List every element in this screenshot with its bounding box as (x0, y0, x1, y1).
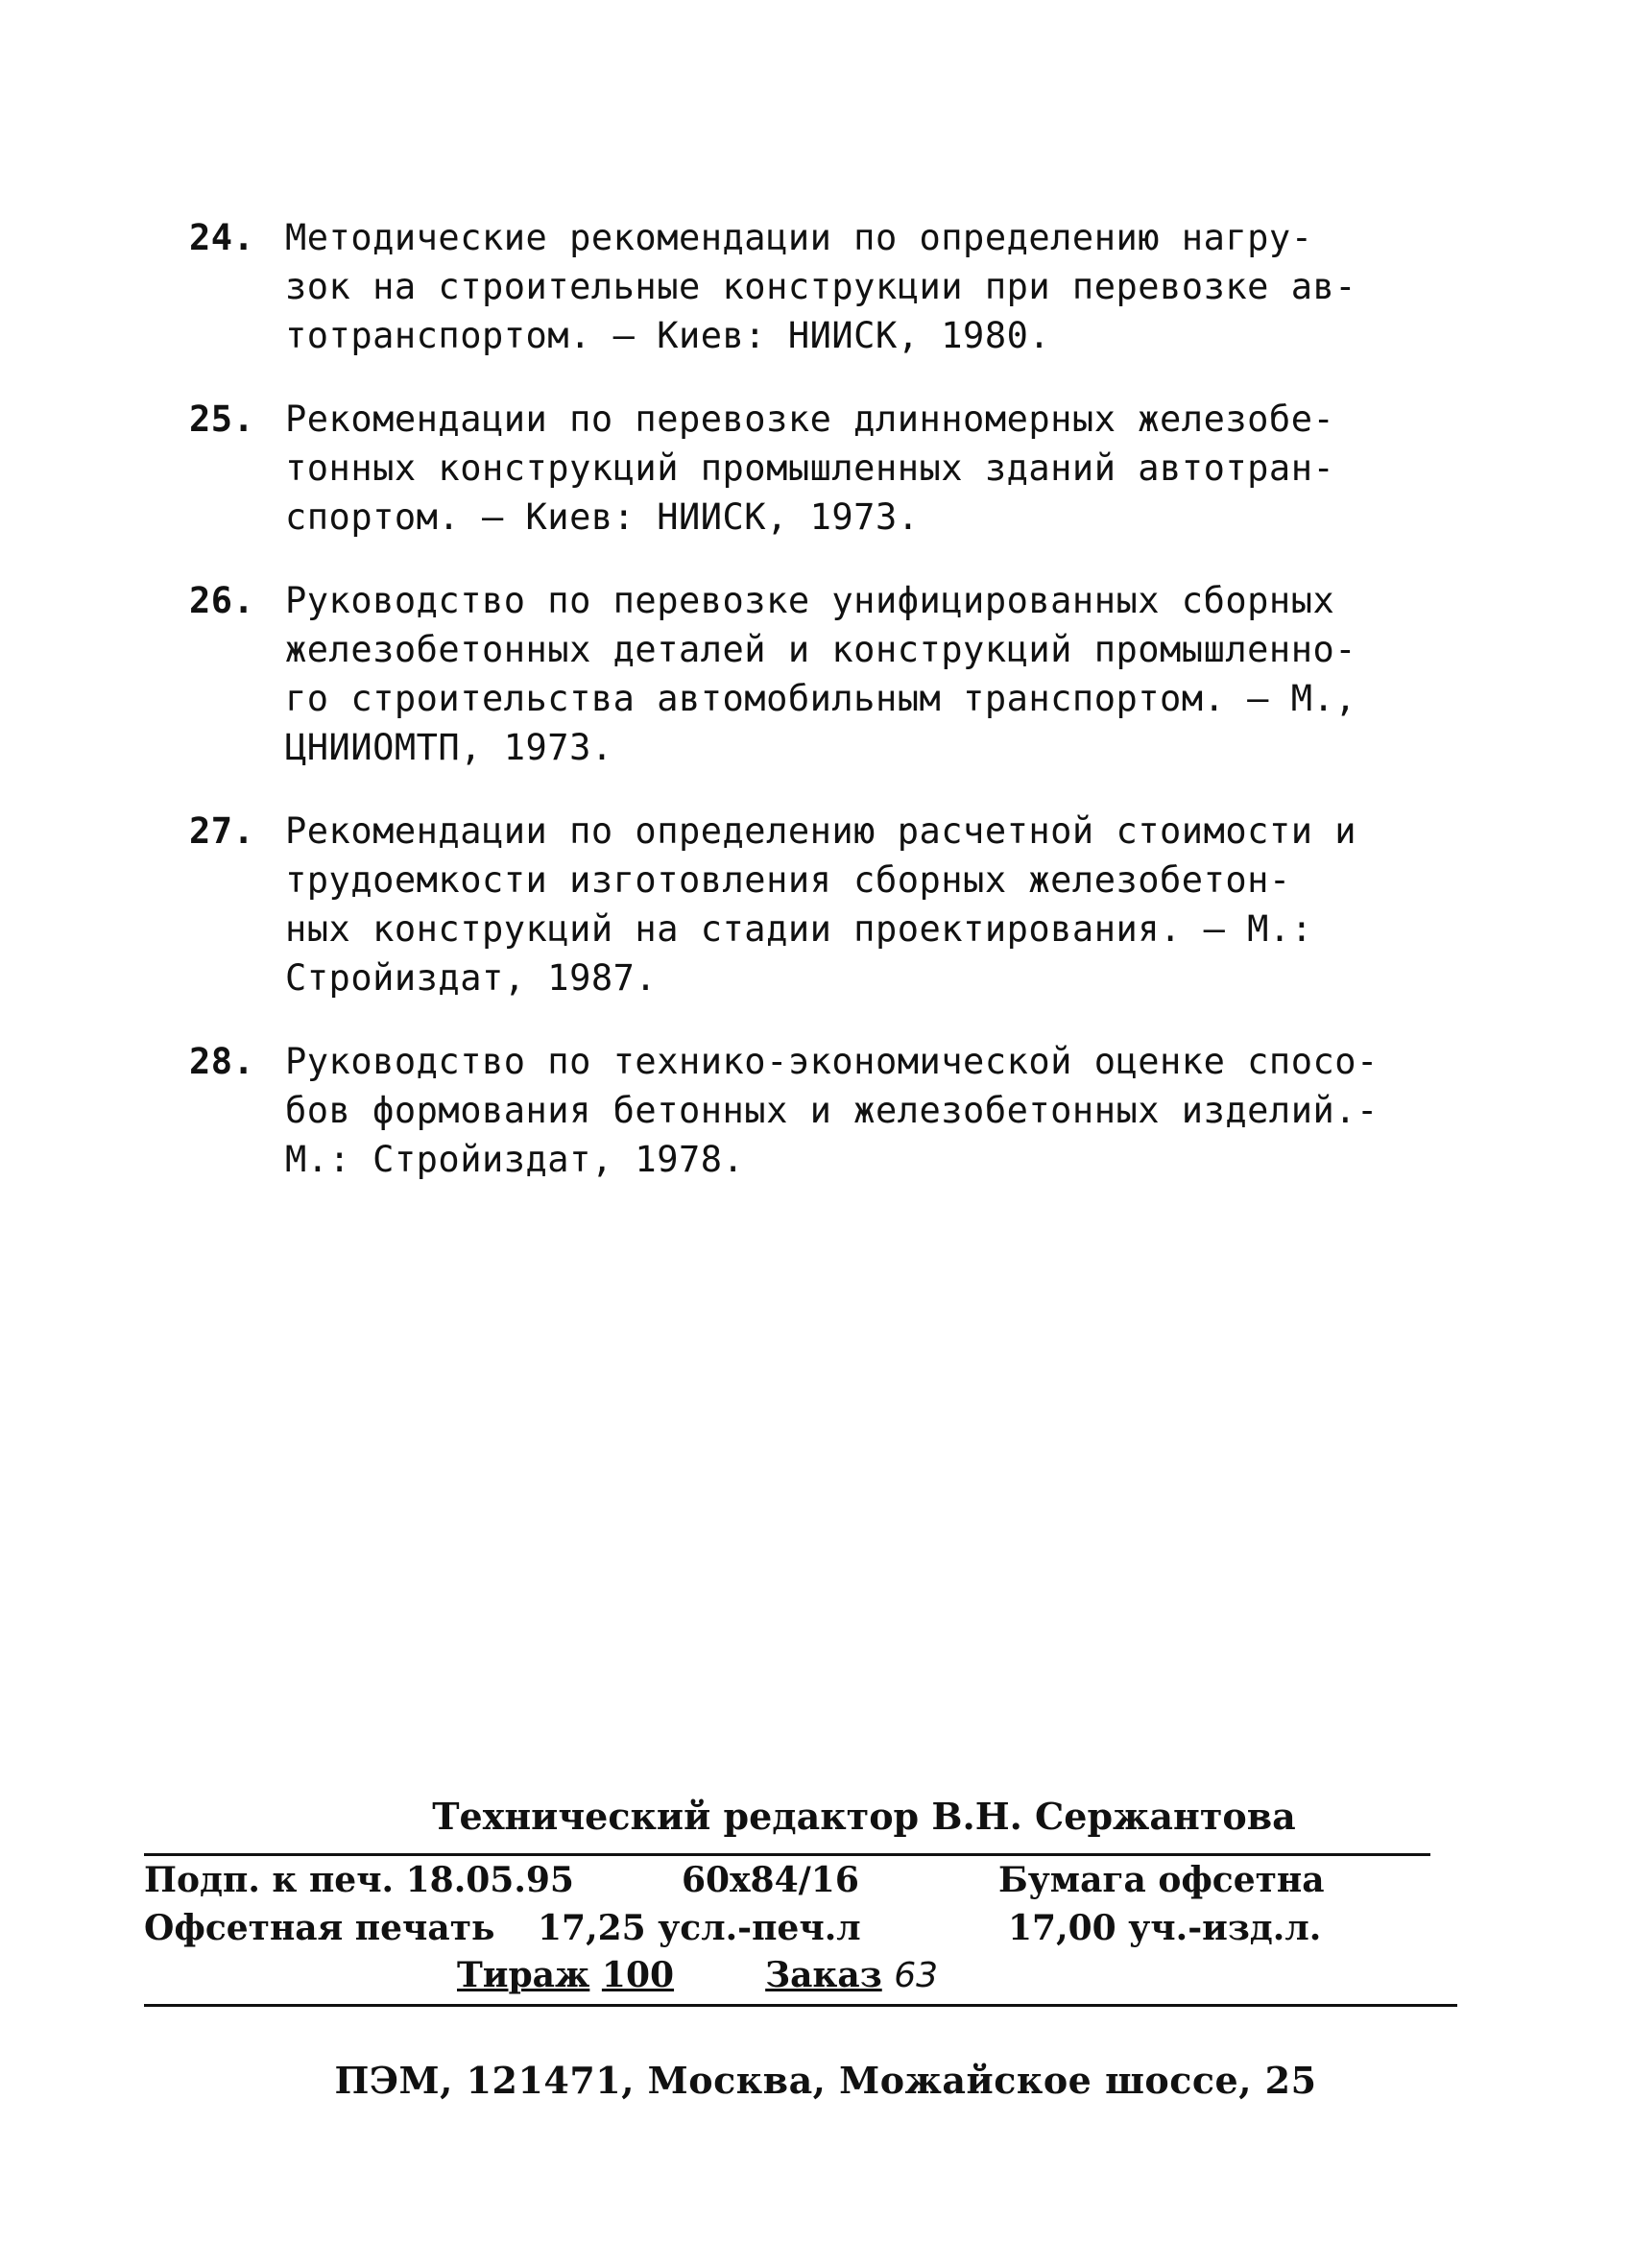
print-run-value: 100 (601, 1955, 675, 1995)
divider-bottom (144, 2004, 1457, 2007)
order-label: Заказ (765, 1955, 882, 1995)
reference-item (189, 213, 1495, 360)
paper-type: Бумага офсетна (998, 1860, 1325, 1900)
page-format: 60x84/16 (682, 1860, 859, 1900)
reference-item (189, 576, 1495, 772)
signed-to-print: Подп. к печ. 18.05.95 (144, 1860, 574, 1900)
reference-item (189, 807, 1495, 1002)
reference-list (189, 213, 1495, 1218)
reference-number: 28. (189, 1041, 255, 1082)
imprint-row-1 (144, 1856, 1469, 1904)
technical-editor: Технический редактор В.Н. Сержантова (432, 1795, 1296, 1838)
order-value: 63 (894, 1956, 939, 1995)
reference-number: 27. (189, 810, 255, 852)
printed-sheets: 17,25 усл.-печ.л (538, 1908, 861, 1948)
reference-text: Руководство по технико-экономической оценке спосо- бов формования бетонных и железобетонных изделий.- М.: Стройиздат, 1978. (285, 1041, 1379, 1180)
reference-text: Методические рекомендации по определению нагру- зок на строительные конструкции при перевозке ав- тотранспортом. – Киев: НИИСК, 1980. (285, 217, 1357, 356)
print-method: Офсетная печать (144, 1908, 495, 1948)
reference-number: 25. (189, 398, 255, 440)
reference-text: Рекомендации по определению расчетной стоимости и трудоемкости изготовления сборных железобетон- ных конструкций на стадии проектирования. – М.: Стройиздат, 1987. (285, 810, 1357, 999)
reference-number: 26. (189, 580, 255, 621)
print-run-label: Тираж (457, 1955, 590, 1995)
reference-number: 24. (189, 217, 255, 258)
publisher-address: ПЭМ, 121471, Москва, Можайское шоссе, 25 (334, 2059, 1317, 2102)
reference-item (189, 1037, 1495, 1184)
reference-text: Рекомендации по перевозке длинномерных железобе- тонных конструкций промышленных зданий автотран- спортом. – Киев: НИИСК, 1973. (285, 398, 1335, 538)
imprint-row-3 (144, 1952, 1469, 1998)
reference-item (189, 395, 1495, 542)
reference-text: Руководство по перевозке унифицированных сборных железобетонных деталей и конструкций промышленно- го строительства автомобильным транспортом. – М., ЦНИИОМТП, 1973. (285, 580, 1357, 768)
imprint-block (144, 1788, 1469, 2102)
publisher-sheets: 17,00 уч.-изд.л. (1008, 1908, 1322, 1948)
imprint-row-2 (144, 1904, 1469, 1952)
